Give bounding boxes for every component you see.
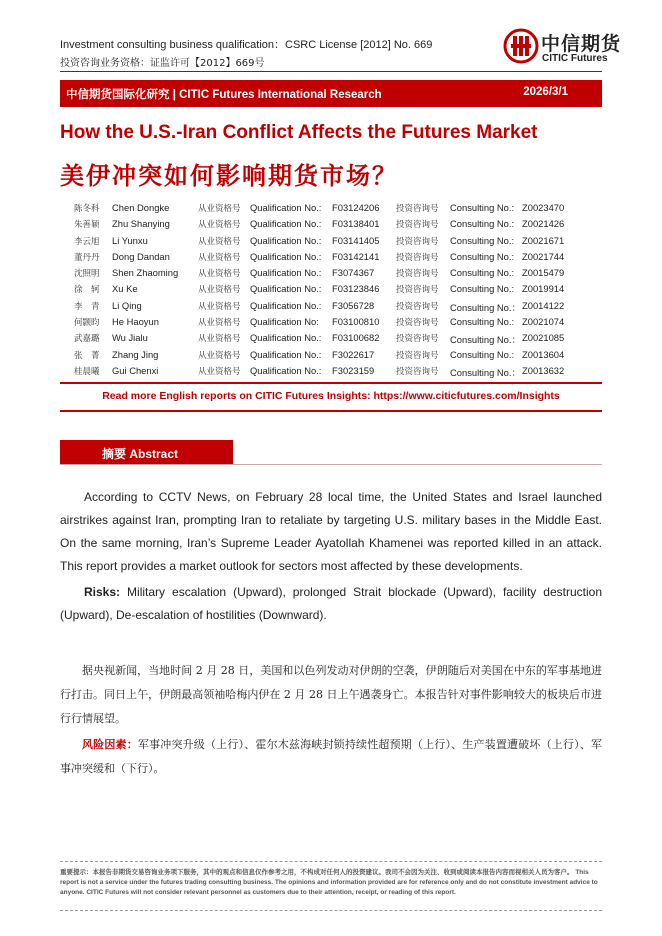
author-cn-no: Z0021426 bbox=[522, 218, 565, 230]
author-cn: 桂晨曦 bbox=[74, 366, 100, 377]
author-cen: Consulting No.: bbox=[450, 218, 515, 230]
author-ql: 从业资格号 bbox=[198, 236, 241, 247]
qualification-en: Investment consulting business qualification：CSRC License [2012] No. 669 bbox=[60, 39, 433, 51]
author-qn: F03141405 bbox=[332, 234, 380, 246]
author-ql: 从业资格号 bbox=[198, 366, 241, 377]
divider-bottom bbox=[60, 410, 602, 412]
author-ql: 从业资格号 bbox=[198, 301, 241, 312]
logo-text-en: CITIC Futures bbox=[542, 53, 608, 64]
authors-list bbox=[74, 202, 594, 381]
author-cen: Consulting No.: bbox=[450, 202, 515, 213]
author-qn: F3022617 bbox=[332, 348, 375, 360]
author-row bbox=[74, 218, 594, 234]
author-ql: 从业资格号 bbox=[198, 252, 241, 263]
author-qen: Qualification No.: bbox=[250, 283, 322, 295]
author-cl: 投资咨询号 bbox=[396, 236, 439, 247]
read-more-link[interactable]: Read more English reports on CITIC Futures Insights: https://www.citicfutures.com/Insights bbox=[102, 390, 560, 402]
author-qen: Qualification No.: bbox=[250, 218, 322, 230]
author-cn: 朱善颖 bbox=[74, 220, 100, 231]
author-cn-no: Z0021085 bbox=[522, 332, 565, 344]
disclaimer bbox=[60, 867, 602, 898]
author-qn: F03100810 bbox=[332, 316, 380, 328]
author-qen: Qualification No.: bbox=[250, 364, 322, 376]
author-cn-no: Z0021074 bbox=[522, 316, 565, 328]
author-en: Shen Zhaoming bbox=[112, 267, 179, 279]
author-row bbox=[74, 283, 594, 299]
author-row bbox=[74, 365, 594, 381]
author-cn: 武嘉璐 bbox=[74, 334, 100, 345]
author-cn-no: Z0021744 bbox=[522, 250, 565, 262]
author-qn: F03100682 bbox=[332, 332, 380, 344]
author-cl: 投资咨询号 bbox=[396, 285, 439, 296]
risks-cn-label: 风险因素： bbox=[82, 738, 138, 751]
citic-logo-icon bbox=[503, 28, 539, 64]
qualification-cn: 投资咨询业务资格：证监许可【2012】669号 bbox=[60, 58, 265, 69]
author-ql: 从业资格号 bbox=[198, 204, 241, 214]
author-ql: 从业资格号 bbox=[198, 318, 241, 329]
author-cen: Consulting No.： bbox=[450, 334, 521, 346]
author-cl: 投资咨询号 bbox=[396, 204, 439, 214]
author-cn-no: Z0014122 bbox=[522, 299, 565, 311]
author-qn: F03124206 bbox=[332, 202, 380, 213]
author-ql: 从业资格号 bbox=[198, 334, 241, 345]
author-en: Dong Dandan bbox=[112, 250, 170, 262]
author-qen: Qualification No.: bbox=[250, 202, 322, 213]
abstract-en: According to CCTV News, on February 28 local time, the United States and Israel launched airstrikes against Iran, prompting Iran to retaliate by targeting U.S. military bases in the Middle East. On the same morning, Iran’s Supreme Leader Ayatollah Khamenei was reported killed in an attack. This report provides a market outlook for sectors most affected by these developments. bbox=[60, 490, 602, 573]
author-cn: 徐 轲 bbox=[74, 285, 100, 296]
author-row bbox=[74, 235, 594, 251]
author-en: Li Yunxu bbox=[112, 234, 148, 246]
abstract-underline bbox=[60, 464, 602, 465]
author-en: Wu Jialu bbox=[112, 332, 148, 344]
author-cl: 投资咨询号 bbox=[396, 318, 439, 329]
author-en: Zhu Shanying bbox=[112, 218, 170, 230]
divider-top bbox=[60, 382, 602, 384]
author-cn: 李云旭 bbox=[74, 236, 100, 247]
author-cn-no: Z0021671 bbox=[522, 234, 565, 246]
author-qen: Qualification No: bbox=[250, 316, 319, 328]
author-cen: Consulting No.： bbox=[450, 366, 521, 378]
report-banner bbox=[60, 80, 602, 107]
author-en: He Haoyun bbox=[112, 316, 159, 328]
author-qen: Qualification No.: bbox=[250, 250, 322, 262]
author-en: Zhang Jing bbox=[112, 348, 159, 360]
author-cen: Consulting No.: bbox=[450, 348, 515, 360]
risks-en bbox=[60, 581, 602, 627]
abstract-label: 摘要 Abstract bbox=[102, 447, 179, 461]
title-en: How the U.S.-Iran Conflict Affects the Futures Market bbox=[60, 122, 538, 143]
disclaimer-cn: 重要提示：本报告非期货交易咨询业务项下服务，其中的观点和信息仅作参考之用，不构成对任何人的投资建议。我司不会因为关注、收到或阅读本报告内容而视相关人员为客户。 bbox=[60, 868, 574, 876]
disclaimer-box bbox=[60, 861, 602, 911]
risks-label: Risks: bbox=[84, 585, 121, 599]
header-divider bbox=[60, 71, 602, 72]
author-cn: 张 菁 bbox=[74, 350, 100, 361]
author-cen: Consulting No.: bbox=[450, 250, 515, 262]
logo-text-cn: 中信期货 bbox=[541, 33, 622, 55]
author-qn: F3056728 bbox=[332, 299, 375, 311]
author-row bbox=[74, 300, 594, 316]
author-cn: 李 青 bbox=[74, 301, 100, 312]
author-row bbox=[74, 332, 594, 348]
author-qn: F03138401 bbox=[332, 218, 380, 230]
author-qen: Qualification No.: bbox=[250, 267, 322, 279]
author-qn: F3074367 bbox=[332, 267, 375, 279]
author-qen: Qualification No.: bbox=[250, 234, 322, 246]
author-cn: 董丹丹 bbox=[74, 252, 100, 263]
author-cn: 陈冬科 bbox=[74, 204, 100, 214]
author-row bbox=[74, 349, 594, 365]
author-cl: 投资咨询号 bbox=[396, 366, 439, 377]
author-cn-no: Z0013632 bbox=[522, 364, 565, 376]
risks-cn bbox=[60, 733, 602, 781]
author-cl: 投资咨询号 bbox=[396, 220, 439, 231]
author-cen: Consulting No.: bbox=[450, 283, 515, 295]
banner-series-title: 中信期货国际化研究 | CITIC Futures International Research bbox=[66, 89, 382, 101]
author-cl: 投资咨询号 bbox=[396, 334, 439, 345]
citic-futures-logo bbox=[503, 28, 623, 70]
author-cen: Consulting No.: bbox=[450, 234, 515, 246]
author-cen: Consulting No.: bbox=[450, 267, 515, 279]
author-en: Li Qing bbox=[112, 299, 142, 311]
author-cl: 投资咨询号 bbox=[396, 252, 439, 263]
author-en: Chen Dongke bbox=[112, 202, 170, 213]
author-cl: 投资咨询号 bbox=[396, 269, 439, 280]
disclaimer-en: This report is not a service under the futures trading consulting business. The opinions and information provided are for reference only and do not constitute investment advice to anyone. CITIC Futures will not consider relevant personnel as customers due to their attention, receipt, or reading of this report. bbox=[60, 869, 598, 896]
author-ql: 从业资格号 bbox=[198, 220, 241, 231]
author-cn-no: Z0023470 bbox=[522, 202, 565, 213]
author-cn: 沈照明 bbox=[74, 269, 100, 280]
risks-cn-text: 军事冲突升级（上行）、霍尔木兹海峡封锁持续性超预期（上行）、生产装置遭破坏（上行）、军事冲突缓和（下行）。 bbox=[60, 738, 602, 775]
author-row bbox=[74, 267, 594, 283]
author-row bbox=[74, 251, 594, 267]
author-qen: Qualification No.: bbox=[250, 299, 322, 311]
author-row bbox=[74, 202, 594, 218]
author-cen: Consulting No.: bbox=[450, 316, 515, 328]
author-qen: Qualification No.: bbox=[250, 332, 322, 344]
author-row bbox=[74, 316, 594, 332]
author-cen: Consulting No.： bbox=[450, 301, 521, 313]
author-cn-no: Z0019914 bbox=[522, 283, 565, 295]
risks-text: Military escalation (Upward), prolonged Strait blockade (Upward), facility destruction (Upward), De-escalation of hostilities (Downward). bbox=[60, 585, 602, 622]
author-cl: 投资咨询号 bbox=[396, 301, 439, 312]
author-en: Gui Chenxi bbox=[112, 364, 159, 376]
author-qn: F03142141 bbox=[332, 250, 380, 262]
abstract-heading bbox=[60, 440, 233, 464]
author-ql: 从业资格号 bbox=[198, 285, 241, 296]
banner-date: 2026/3/1 bbox=[523, 86, 568, 98]
title-cn: 美伊冲突如何影响期货市场？ bbox=[60, 161, 398, 190]
author-en: Xu Ke bbox=[112, 283, 138, 295]
abstract-cn: 据央视新闻，当地时间 2 月 28 日，美国和以色列发动对伊朗的空袭，伊朗随后对美国在中东的军事基地进行打击。同日上午，伊朗最高领袖哈梅内伊在 2 月 28 日上午遇袭身亡。本报告针对事件影响较大的板块后市进行行情展望。 bbox=[60, 664, 602, 725]
author-ql: 从业资格号 bbox=[198, 269, 241, 280]
author-cn-no: Z0015479 bbox=[522, 267, 565, 279]
author-qn: F03123846 bbox=[332, 283, 380, 295]
author-ql: 从业资格号 bbox=[198, 350, 241, 361]
author-qn: F3023159 bbox=[332, 364, 375, 376]
author-cn: 何颢昀 bbox=[74, 318, 100, 329]
author-qen: Qualification No.: bbox=[250, 348, 322, 360]
author-cn-no: Z0013604 bbox=[522, 348, 565, 360]
author-cl: 投资咨询号 bbox=[396, 350, 439, 361]
